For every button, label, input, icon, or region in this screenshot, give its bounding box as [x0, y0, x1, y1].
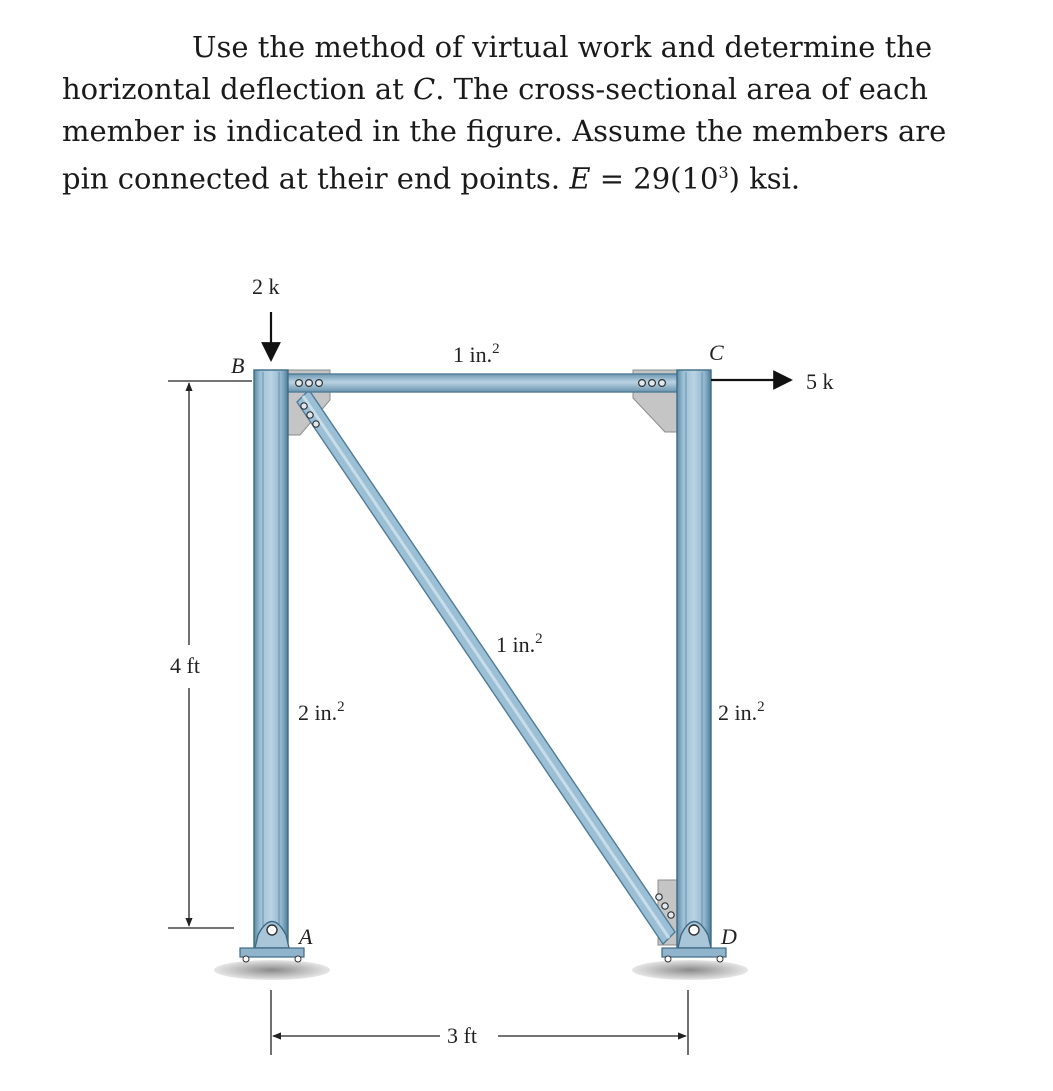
area-label-top: 1 in.$^2$ — [453, 341, 500, 367]
pin-support-a — [240, 922, 304, 963]
load-label-c: 5 k — [806, 369, 834, 394]
problem-line-3: member is indicated in the figure. Assume the members are — [62, 114, 947, 148]
dimension-height-label: 4 ft — [170, 653, 200, 678]
problem-line-2: horizontal deflection at C. The cross-sectional area of each — [62, 72, 928, 106]
area-label-right: 2 in.$^2$ — [718, 699, 765, 725]
ground-d — [632, 960, 748, 980]
bolts-b-top — [296, 380, 323, 387]
load-label-b: 2 k — [252, 274, 280, 299]
area-label-left: 2 in.$^2$ — [298, 699, 345, 725]
member-right-column — [677, 370, 711, 948]
problem-line-4: pin connected at their end points. $E = 29(10^3)$ ksi. — [62, 161, 801, 196]
member-left-column — [254, 370, 288, 948]
ground-a — [214, 960, 330, 980]
problem-line-1: Use the method of virtual work and determine the — [192, 30, 933, 64]
node-label-a: A — [299, 924, 313, 949]
dimension-width-label: 3 ft — [447, 1023, 477, 1048]
bolts-c-top — [639, 380, 666, 387]
dimension-width — [271, 990, 688, 1055]
member-diagonal — [297, 390, 675, 944]
area-label-diagonal: 1 in.$^2$ — [496, 631, 543, 657]
node-label-b: B — [231, 353, 245, 378]
node-label-c: C — [709, 340, 724, 365]
member-top — [285, 374, 680, 392]
node-label-d: D — [721, 924, 737, 949]
